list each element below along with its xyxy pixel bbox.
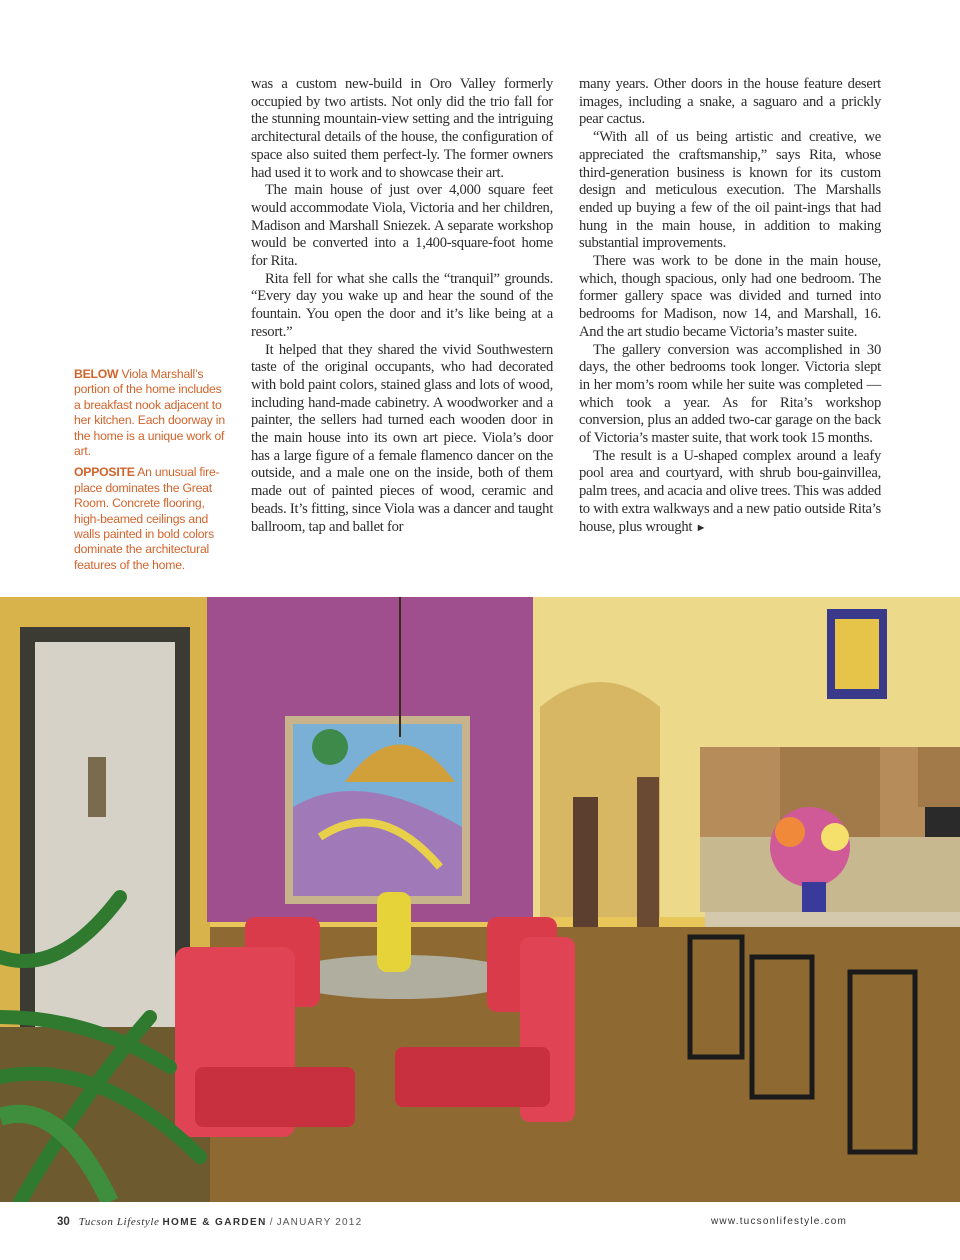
magazine-name: Tucson Lifestyle [78, 1216, 160, 1228]
page-number: 30 [57, 1216, 70, 1228]
breakfast-nook-photo [0, 597, 960, 1202]
issue-date: JANUARY 2012 [276, 1217, 363, 1228]
continue-arrow-icon: ► [695, 521, 707, 534]
paragraph: There was work to be done in the main house, which, though spacious, only had one bedroom. The former gallery space was divided and turned into bedrooms for Madison, now 14, and Marshall, 16. And the art studio became Victoria’s master suite. [579, 253, 881, 340]
caption-below [74, 367, 226, 459]
caption-opposite-text: An unusual fire-place dominates the Great Room. Concrete flooring, high-beamed ceilings and walls painted in bold colors dominate the architectural features of the home. [74, 465, 220, 572]
article-column-2 [579, 76, 881, 537]
paragraph: The main house of just over 4,000 square feet would accommodate Viola, Victoria and her children, Madison and Marshall Sniezek. A separate workshop would be converted into a 1,400-square-foot home for Rita. [251, 182, 553, 270]
paragraph: “With all of us being artistic and creative, we appreciated the craftsmanship,” says Rita, whose third-generation business is known for its custom design and meticulous execution. The Marshalls ended up buying a few of the oil paint-ings that had hung in the main house, in addition to making substantial improvements. [579, 129, 881, 252]
paragraph: The gallery conversion was accomplished in 30 days, the other bedrooms took longer. Victoria slept in her mom’s room while her suite was completed — which took a year. As for Rita’s workshop conversion, plus an added two-car garage on the back of Victoria’s master suite, that work took 15 months. [579, 341, 881, 447]
footer-separator: / [269, 1217, 274, 1228]
photo-caption [74, 367, 226, 579]
paragraph: was a custom new-build in Oro Valley formerly occupied by two artists. Not only did the trio fall for the stunning mountain-view setting and the intriguing architectural details of the house, the configuration of space also suited them perfect-ly. The former owners had used it to work and to showcase their art. [251, 76, 553, 181]
section-name: HOME & GARDEN [162, 1217, 267, 1228]
paragraph: Rita fell for what she calls the “tranquil” grounds. “Every day you wake up and hear the sound of the fountain. You open the door and it’s like being at a resort.” [251, 270, 553, 340]
caption-opposite [74, 465, 226, 573]
caption-below-lead: BELOW [74, 367, 119, 381]
page-footer [57, 1216, 847, 1232]
caption-opposite-lead: OPPOSITE [74, 465, 135, 480]
paragraph: many years. Other doors in the house feature desert images, including a snake, a saguaro and a prickly pear cactus. [579, 76, 881, 128]
website-url: www.tucsonlifestyle.com [711, 1216, 847, 1227]
paragraph: It helped that they shared the vivid Southwestern taste of the original occupants, who had decorated with bold paint colors, stained glass and lots of wood, including hand-made cabinetry. A woodworker and a painter, the sellers had turned each wooden door in the main house into its own art piece. Viola’s door has a large figure of a female flamenco dancer on the outside, and a male one on the inside, both of them made out of painted pieces of wood, ceramic and beads. It’s fitting, since Viola was a dancer and taught ballroom, tap and ballet for [251, 341, 553, 535]
paragraph-text: The result is a U-shaped complex around a leafy pool area and courtyard, with shrub bou-gainvillea, palm trees, and acacia and olive trees. This was added to with extra walkways and a new patio outside Rita’s house, plus wrought [579, 447, 881, 535]
article-column-1 [251, 76, 553, 536]
paragraph [579, 448, 881, 538]
caption-below-text: Viola Marshall’s portion of the home includes a breakfast nook adjacent to her kitchen. Each doorway in the home is a unique work of art. [74, 367, 225, 459]
